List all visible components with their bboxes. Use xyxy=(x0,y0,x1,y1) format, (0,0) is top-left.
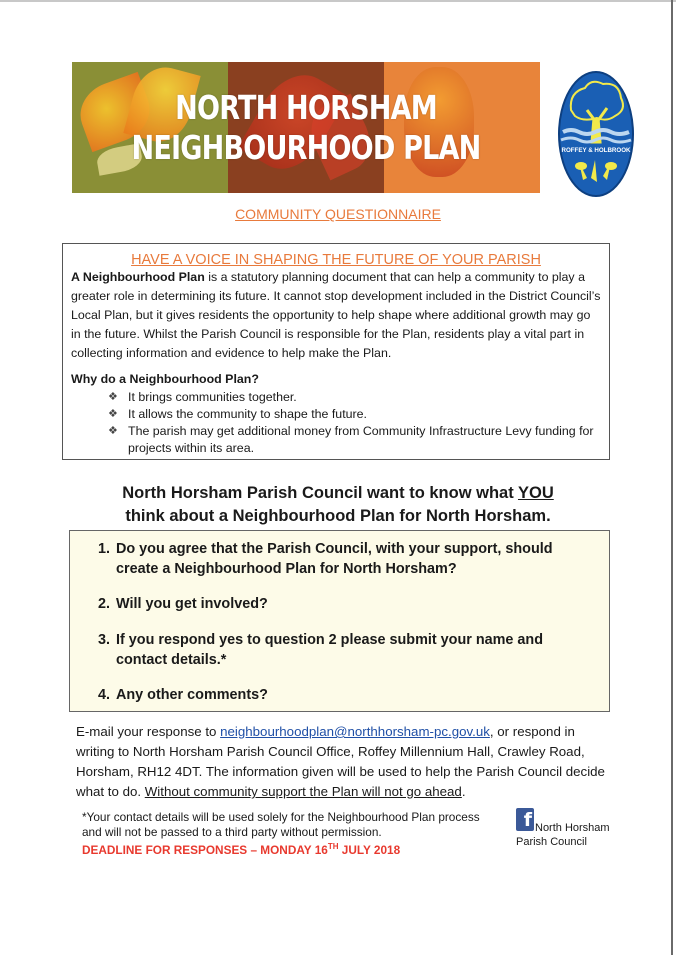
intro-paragraph xyxy=(71,268,603,363)
banner-title-line1: NORTH HORSHAM xyxy=(175,87,437,127)
question-2 xyxy=(98,594,588,614)
header-banner xyxy=(72,62,540,193)
question-3 xyxy=(98,630,588,670)
bullet-text: It brings communities together. xyxy=(128,390,297,404)
question-number: 1. xyxy=(98,541,111,557)
respond-text: . xyxy=(461,784,466,799)
roffey-holbrook-logo xyxy=(557,70,635,198)
banner-title xyxy=(114,62,498,193)
question-text: Will you get involved? xyxy=(116,596,268,612)
question-text: Any other comments? xyxy=(116,687,268,703)
respond-emphasis: Without community support the Plan will not go ahead xyxy=(144,784,462,799)
bullet-text: The parish may get additional money from Community Infrastructure Levy funding for projects within its area. xyxy=(128,424,594,455)
question-text: If you respond yes to question 2 please submit your name and contact details.* xyxy=(116,632,544,668)
response-instructions xyxy=(76,722,616,802)
facebook-name-line1: North Horsham xyxy=(535,822,610,834)
callout-line1: North Horsham Parish Council want to know what xyxy=(122,484,518,502)
question-number: 4. xyxy=(98,687,111,703)
deadline-text: DEADLINE FOR RESPONSES – MONDAY 16 xyxy=(82,842,328,857)
why-heading: Why do a Neighbourhood Plan? xyxy=(71,372,259,386)
deadline-ordinal: TH xyxy=(327,842,339,851)
diamond-bullet-icon: ❖ xyxy=(108,391,118,403)
facebook-name-line2: Parish Council xyxy=(516,836,587,848)
callout-emphasis: YOU xyxy=(517,484,554,502)
list-item xyxy=(108,406,603,423)
bullet-text: It allows the community to shape the future. xyxy=(128,407,367,421)
logo-text: ROFFEY & HOLBROOK xyxy=(561,147,631,154)
email-link[interactable]: neighbourhoodplan@northhorsham-pc.gov.uk xyxy=(220,724,490,739)
callout-line2: think about a Neighbourhood Plan for North Horsham. xyxy=(125,507,551,525)
deadline-notice xyxy=(82,842,400,857)
intro-heading: HAVE A VOICE IN SHAPING THE FUTURE OF YOUR PARISH xyxy=(131,252,541,268)
question-1 xyxy=(98,539,588,579)
respond-text: E-mail your response to xyxy=(76,724,221,739)
document-subtitle: COMMUNITY QUESTIONNAIRE xyxy=(235,206,441,222)
intro-text: is a statutory planning document that can help a community to play a greater role in determining its future. It cannot stop development included in the District Council’s Local Plan, but it gives residents the opportunity to help shape where additional growth may go in the future. Whilst the Parish Council is responsible for the Plan, residents play a vital part in collecting information and evidence to help make the Plan. xyxy=(71,270,601,360)
reasons-list xyxy=(108,389,603,457)
page-top-edge xyxy=(0,0,676,2)
callout-heading xyxy=(0,482,676,528)
list-item xyxy=(108,389,603,406)
intro-box xyxy=(62,243,610,460)
facebook-icon: f xyxy=(516,808,534,831)
respond-text: , or respond in writing to North Horsham Parish Council Office, Roffey Millennium Hall, Crawley Road, Horsham, RH12 4DT. The information given will be used to help the Parish Council decide what to do. xyxy=(76,724,605,799)
diamond-bullet-icon: ❖ xyxy=(108,408,118,420)
list-item xyxy=(108,423,603,457)
intro-bold-term: A Neighbourhood Plan xyxy=(71,270,205,284)
deadline-text: JULY 2018 xyxy=(338,842,401,857)
privacy-note: *Your contact details will be used solely for the Neighbourhood Plan process and will not be passed to a third party without permission. xyxy=(82,810,480,839)
question-number: 2. xyxy=(98,596,111,612)
banner-title-line2: NEIGHBOURHOOD PLAN xyxy=(131,127,481,167)
page-right-edge xyxy=(671,0,673,955)
questions-box xyxy=(69,530,610,712)
question-number: 3. xyxy=(98,632,111,648)
question-text: Do you agree that the Parish Council, with your support, should create a Neighbourhood Plan for North Horsham? xyxy=(116,541,553,577)
question-4 xyxy=(98,685,588,705)
diamond-bullet-icon: ❖ xyxy=(108,425,118,437)
